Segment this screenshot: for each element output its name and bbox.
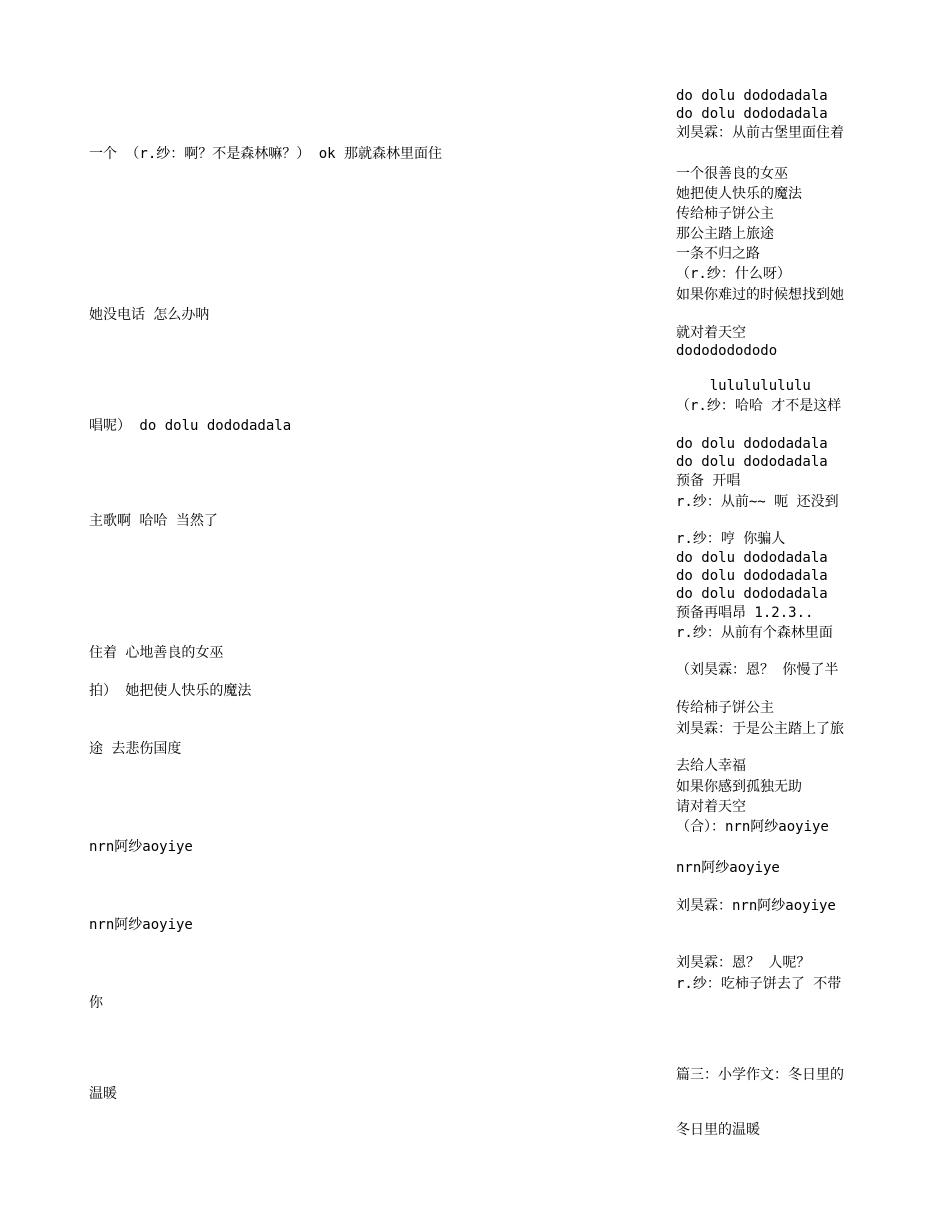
left-line-11: 温暖 [89,1086,117,1102]
right-line-5: 她把使人快乐的魔法 [676,186,802,202]
right-line-2: do dolu dododadala [676,106,828,122]
right-line-34: 刘昊霖：恩？ 人呢？ [676,955,811,971]
right-line-24: r.纱：从前有个森林里面 [676,625,833,641]
right-line-32: nrn阿纱aoyiye [676,860,780,876]
right-line-26: 传给柿子饼公主 [676,700,774,716]
right-line-3: 刘昊霖：从前古堡里面住着 [676,125,844,141]
right-line-35: r.纱：吃柿子饼去了 不带 [676,976,842,992]
left-line-5: 住着 心地善良的女巫 [89,645,224,661]
right-line-23: 预备再唱昂 1.2.3.. [676,605,814,621]
left-line-9: nrn阿纱aoyiye [89,917,193,933]
right-line-20: do dolu dododadala [676,550,828,566]
left-line-4: 主歌啊 哈哈 当然了 [89,513,218,529]
left-line-10: 你 [89,995,103,1011]
left-line-2: 她没电话 怎么办呐 [89,307,210,323]
left-line-6: 拍） 她把使人快乐的魔法 [89,683,252,699]
right-line-17: 预备 开唱 [676,473,741,489]
right-line-10: 如果你难过的时候想找到她 [676,287,844,303]
right-line-9: （r.纱：什么呀） [676,266,791,282]
right-line-25: （刘昊霖：恩？ 你慢了半 [676,662,839,678]
right-line-8: 一条不归之路 [676,246,760,262]
right-line-28: 去给人幸福 [676,758,746,774]
right-line-30: 请对着天空 [676,799,746,815]
right-line-13: lulululululu [676,378,811,394]
right-line-18: r.纱：从前~~ 呃 还没到 [676,494,839,510]
right-line-21: do dolu dododadala [676,568,828,584]
right-line-36: 篇三：小学作文：冬日里的 [676,1067,844,1083]
right-line-16: do dolu dododadala [676,454,828,470]
right-line-7: 那公主踏上旅途 [676,226,774,242]
right-line-31: （合）：nrn阿纱aoyiye [676,819,829,835]
right-line-29: 如果你感到孤独无助 [676,779,802,795]
right-line-12: dodododododo [676,343,778,359]
left-line-8: nrn阿纱aoyiye [89,839,193,855]
right-line-14: （r.纱：哈哈 才不是这样 [676,398,842,414]
left-line-1: 一个 （r.纱：啊？不是森林嘛？） ok 那就森林里面住 [89,146,442,162]
right-line-27: 刘昊霖：于是公主踏上了旅 [676,721,844,737]
left-line-3: 唱呢） do dolu dododadala [89,418,292,434]
right-line-37: 冬日里的温暖 [676,1122,760,1138]
right-line-4: 一个很善良的女巫 [676,166,788,182]
right-line-19: r.纱：哼 你骗人 [676,531,786,547]
right-line-22: do dolu dododadala [676,586,828,602]
right-line-33: 刘昊霖：nrn阿纱aoyiye [676,898,836,914]
left-line-7: 途 去悲伤国度 [89,741,182,757]
right-line-15: do dolu dododadala [676,436,828,452]
right-line-6: 传给柿子饼公主 [676,206,774,222]
right-line-1: do dolu dododadala [676,88,828,104]
right-line-11: 就对着天空 [676,325,746,341]
